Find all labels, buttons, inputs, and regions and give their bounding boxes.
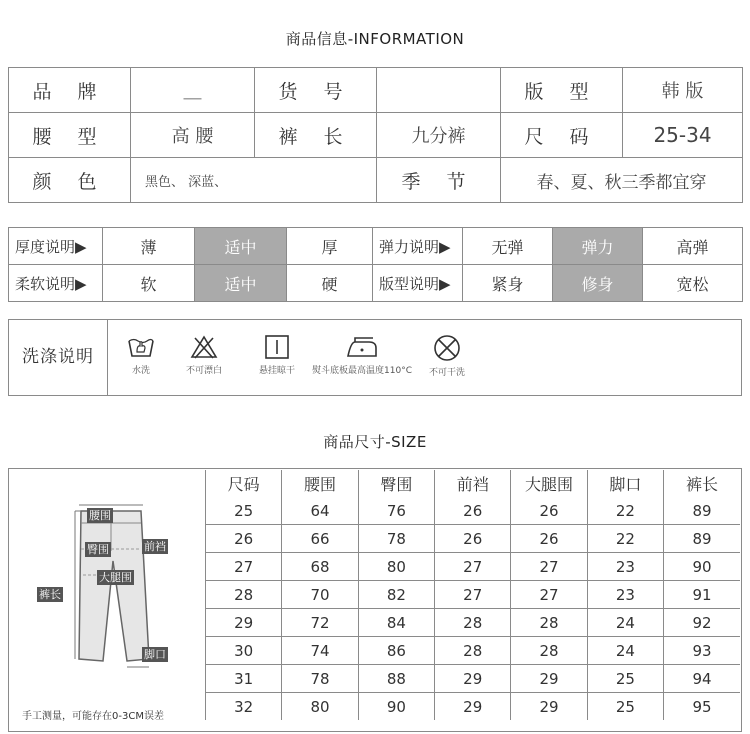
info-label: 腰 型 <box>9 113 131 158</box>
size-cell: 32 <box>206 693 282 721</box>
thickness-label: 厚度说明▶ <box>9 228 103 265</box>
size-cell: 64 <box>282 497 358 525</box>
wash-label: 洗涤说明 <box>9 320 108 395</box>
size-header: 腰围 <box>282 470 358 497</box>
info-label: 品 牌 <box>9 68 131 113</box>
size-cell: 26 <box>511 497 587 525</box>
size-header: 脚口 <box>587 470 663 497</box>
size-header: 前裆 <box>435 470 511 497</box>
info-value: ＿ <box>131 68 255 113</box>
no-dry-clean-icon <box>422 334 472 378</box>
size-cell: 70 <box>282 581 358 609</box>
size-cell: 29 <box>435 693 511 721</box>
size-cell: 29 <box>511 665 587 693</box>
size-cell: 88 <box>358 665 434 693</box>
elasticity-option-high: 高弹 <box>643 228 743 265</box>
thickness-option-medium: 适中 <box>195 228 287 265</box>
softness-option-soft: 软 <box>103 265 195 302</box>
size-cell: 24 <box>587 609 663 637</box>
size-cell: 94 <box>664 665 740 693</box>
size-cell: 24 <box>587 637 663 665</box>
size-cell: 78 <box>282 665 358 693</box>
color-value: 黑色、 深蓝、 <box>131 158 377 203</box>
size-cell: 23 <box>587 581 663 609</box>
fit-option-tight: 紧身 <box>463 265 553 302</box>
size-cell: 28 <box>511 609 587 637</box>
attribute-row <box>9 228 743 265</box>
attribute-row <box>9 265 743 302</box>
table-row <box>206 525 741 553</box>
hem-label: 脚口 <box>144 648 166 661</box>
size-cell: 29 <box>206 609 282 637</box>
softness-option-medium: 适中 <box>195 265 287 302</box>
size-cell: 66 <box>282 525 358 553</box>
measurement-note: 手工测量，可能存在0-3CM误差 <box>22 711 164 722</box>
size-cell: 23 <box>587 553 663 581</box>
size-cell: 89 <box>664 525 740 553</box>
size-cell: 27 <box>511 581 587 609</box>
waist-label: 腰围 <box>89 509 111 522</box>
size-cell: 80 <box>358 553 434 581</box>
size-cell: 93 <box>664 637 740 665</box>
size-cell: 28 <box>511 637 587 665</box>
thickness-option-thick: 厚 <box>287 228 373 265</box>
size-table <box>205 470 740 720</box>
size-cell: 25 <box>587 693 663 721</box>
size-cell: 78 <box>358 525 434 553</box>
fit-option-slim: 修身 <box>553 265 643 302</box>
size-cell: 76 <box>358 497 434 525</box>
attribute-table <box>8 227 743 302</box>
size-cell: 28 <box>206 581 282 609</box>
size-header: 大腿围 <box>511 470 587 497</box>
size-cell: 28 <box>435 609 511 637</box>
iron-icon <box>307 334 417 376</box>
size-cell: 25 <box>206 497 282 525</box>
fit-option-loose: 宽松 <box>643 265 743 302</box>
fit-label: 版型说明▶ <box>373 265 463 302</box>
size-cell: 26 <box>435 497 511 525</box>
info-label: 尺 码 <box>501 113 623 158</box>
hip-label: 臀围 <box>87 543 109 556</box>
elasticity-option-none: 无弹 <box>463 228 553 265</box>
rise-label: 前裆 <box>144 540 166 553</box>
size-header: 尺码 <box>206 470 282 497</box>
size-header: 臀围 <box>358 470 434 497</box>
info-label: 货 号 <box>255 68 377 113</box>
size-cell: 86 <box>358 637 434 665</box>
info-label: 版 型 <box>501 68 623 113</box>
size-cell: 74 <box>282 637 358 665</box>
table-row <box>206 609 741 637</box>
elasticity-label: 弹力说明▶ <box>373 228 463 265</box>
size-cell: 68 <box>282 553 358 581</box>
size-cell: 27 <box>206 553 282 581</box>
info-row <box>9 158 743 203</box>
hand-wash-icon <box>121 334 161 376</box>
table-row <box>206 665 741 693</box>
info-title: 商品信息-INFORMATION <box>285 30 465 48</box>
size-title: 商品尺寸-SIZE <box>323 433 427 451</box>
elasticity-option-stretch: 弹力 <box>553 228 643 265</box>
table-row <box>206 693 741 721</box>
thickness-option-thin: 薄 <box>103 228 195 265</box>
wash-icon-text: 熨斗底板最高温度110°C <box>312 366 412 376</box>
size-cell: 22 <box>587 525 663 553</box>
size-cell: 27 <box>511 553 587 581</box>
wash-instructions <box>8 319 742 396</box>
size-cell: 27 <box>435 581 511 609</box>
size-cell: 80 <box>282 693 358 721</box>
size-cell: 26 <box>206 525 282 553</box>
info-value: 高 腰 <box>131 113 255 158</box>
size-cell: 90 <box>664 553 740 581</box>
size-header: 裤长 <box>664 470 740 497</box>
size-cell: 84 <box>358 609 434 637</box>
season-label: 季 节 <box>377 158 501 203</box>
size-cell: 26 <box>435 525 511 553</box>
info-table <box>8 67 743 203</box>
size-header-row <box>206 470 741 497</box>
size-cell: 30 <box>206 637 282 665</box>
size-cell: 29 <box>435 665 511 693</box>
hang-dry-icon <box>252 334 302 376</box>
info-row <box>9 113 743 158</box>
table-row <box>206 637 741 665</box>
size-cell: 31 <box>206 665 282 693</box>
color-label: 颜 色 <box>9 158 131 203</box>
size-cell: 27 <box>435 553 511 581</box>
info-label: 裤 长 <box>255 113 377 158</box>
softness-option-hard: 硬 <box>287 265 373 302</box>
info-row <box>9 68 743 113</box>
wash-icon-text: 不可漂白 <box>185 366 222 376</box>
table-row <box>206 553 741 581</box>
size-cell: 90 <box>358 693 434 721</box>
wash-icon-text: 不可干洗 <box>428 368 465 378</box>
season-value: 春、夏、秋三季都宜穿 <box>501 158 743 203</box>
size-cell: 26 <box>511 525 587 553</box>
wash-icon-text: 悬挂晾干 <box>258 366 295 376</box>
info-value: 25-34 <box>623 113 743 158</box>
size-cell: 72 <box>282 609 358 637</box>
info-value: 韩 版 <box>623 68 743 113</box>
info-value: 九分裤 <box>377 113 501 158</box>
size-cell: 95 <box>664 693 740 721</box>
length-label: 裤长 <box>39 588 61 601</box>
table-row <box>206 581 741 609</box>
thigh-label: 大腿围 <box>99 571 132 584</box>
size-cell: 22 <box>587 497 663 525</box>
size-cell: 29 <box>511 693 587 721</box>
size-cell: 25 <box>587 665 663 693</box>
no-bleach-icon <box>179 334 229 376</box>
softness-label: 柔软说明▶ <box>9 265 103 302</box>
size-cell: 28 <box>435 637 511 665</box>
table-row <box>206 497 741 525</box>
size-cell: 92 <box>664 609 740 637</box>
wash-icon-text: 水洗 <box>131 366 150 376</box>
size-cell: 91 <box>664 581 740 609</box>
size-cell: 82 <box>358 581 434 609</box>
info-value <box>377 68 501 113</box>
size-cell: 89 <box>664 497 740 525</box>
